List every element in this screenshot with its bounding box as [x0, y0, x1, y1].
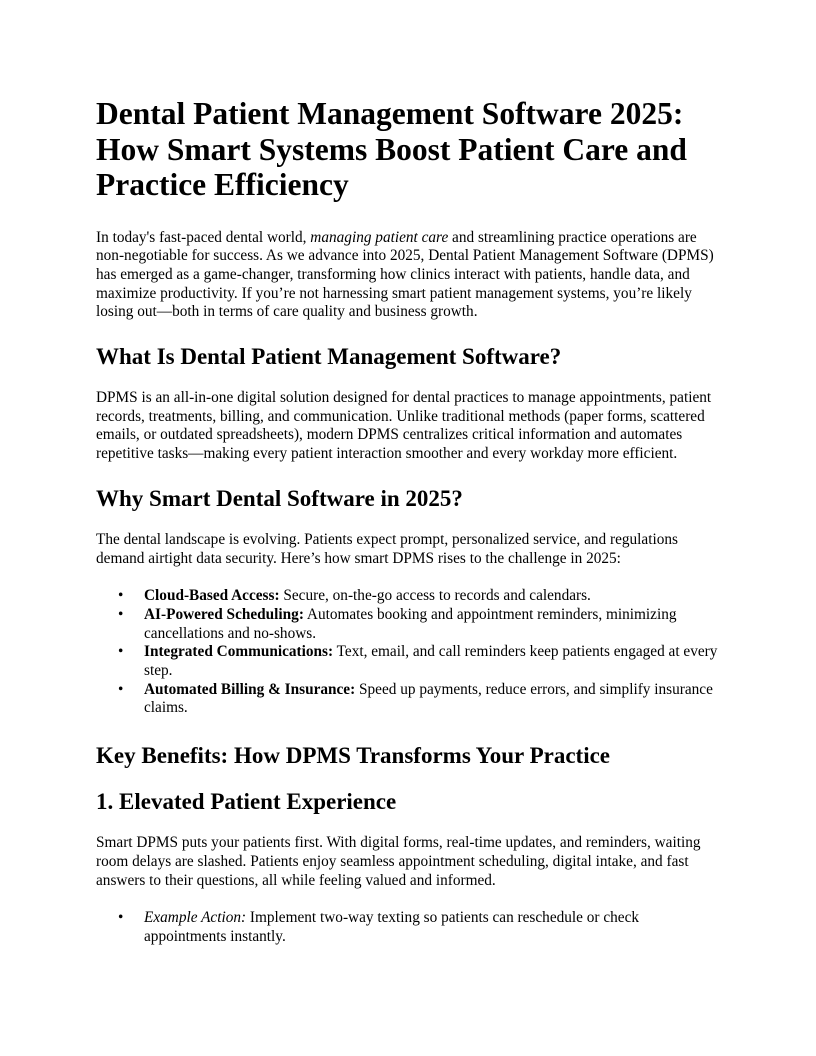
- list-item-label: Example Action:: [144, 909, 247, 927]
- bullet-icon: •: [118, 680, 124, 698]
- paragraph-what-is-dpms: DPMS is an all-in-one digital solution designed for dental practices to manage appointments, patient records, treatments, billing, and communication. Unlike traditional methods (paper forms, scattered emails, or outdated spreadsheets), modern DPMS centralizes critical information and automates repetitive tasks—making every patient interaction smoother and every workday more efficient.: [96, 389, 712, 463]
- paragraph-why-smart-software: The dental landscape is evolving. Patients expect prompt, personalized service, and regulations demand airtight data security. Here’s how smart DPMS rises to the challenge in 2025:: [96, 530, 678, 567]
- list-item-text: Text, email, and call reminders keep patients engaged at every step.: [144, 643, 718, 680]
- list-item: [118, 909, 720, 946]
- heading-elevated-experience: 1. Elevated Patient Experience: [96, 789, 397, 815]
- list-item-text: Automates booking and appointment reminders, minimizing cancellations and no-shows.: [144, 605, 677, 642]
- list-item: [118, 643, 720, 680]
- list-item: [118, 680, 720, 718]
- bullet-icon: •: [118, 605, 124, 623]
- heading-why-smart-software: Why Smart Dental Software in 2025?: [96, 485, 463, 511]
- example-action-list: [96, 909, 720, 946]
- list-item-label: Cloud-Based Access:: [144, 587, 280, 605]
- list-item-text: Implement two-way texting so patients can reschedule or check appointments instantly.: [144, 909, 640, 945]
- list-item-label: Integrated Communications:: [144, 643, 334, 661]
- list-item: [118, 587, 720, 606]
- intro-text-end: and streamlining practice operations are non-negotiable for success. As we advance into 2025, Dental Patient Management Software (DPMS) has emerged as a game-changer, transforming how clinics interact with patients, handle data, and maximize productivity. If you’re not harnessing smart patient management systems, you’re likely losing out—both in terms of care quality and business growth.: [96, 228, 714, 321]
- features-list: [96, 587, 720, 718]
- list-item: [118, 605, 720, 643]
- intro-paragraph: [96, 229, 720, 323]
- heading-what-is-dpms: What Is Dental Patient Management Software?: [96, 344, 562, 370]
- heading-key-benefits: Key Benefits: How DPMS Transforms Your Practice: [96, 743, 610, 769]
- bullet-icon: •: [118, 909, 124, 927]
- paragraph-elevated-experience: Smart DPMS puts your patients first. With digital forms, real-time updates, and reminders, waiting room delays are slashed. Patients enjoy seamless appointment scheduling, digital intake, and fast answers to their questions, all while feeling valued and informed.: [96, 834, 701, 889]
- list-item-text: Secure, on-the-go access to records and calendars.: [279, 587, 591, 605]
- list-item-text: Speed up payments, reduce errors, and simplify insurance claims.: [144, 680, 713, 717]
- intro-emphasis: managing patient care: [310, 228, 449, 246]
- document-page: [96, 96, 720, 966]
- bullet-icon: •: [118, 587, 124, 605]
- list-item-label: Automated Billing & Insurance:: [144, 680, 356, 698]
- intro-text-start: In today's fast-paced dental world,: [96, 228, 311, 246]
- document-title: Dental Patient Management Software 2025: How Smart Systems Boost Patient Care and Practice Efficiency: [96, 96, 687, 202]
- bullet-icon: •: [118, 643, 124, 661]
- list-item-label: AI-Powered Scheduling:: [144, 605, 304, 623]
